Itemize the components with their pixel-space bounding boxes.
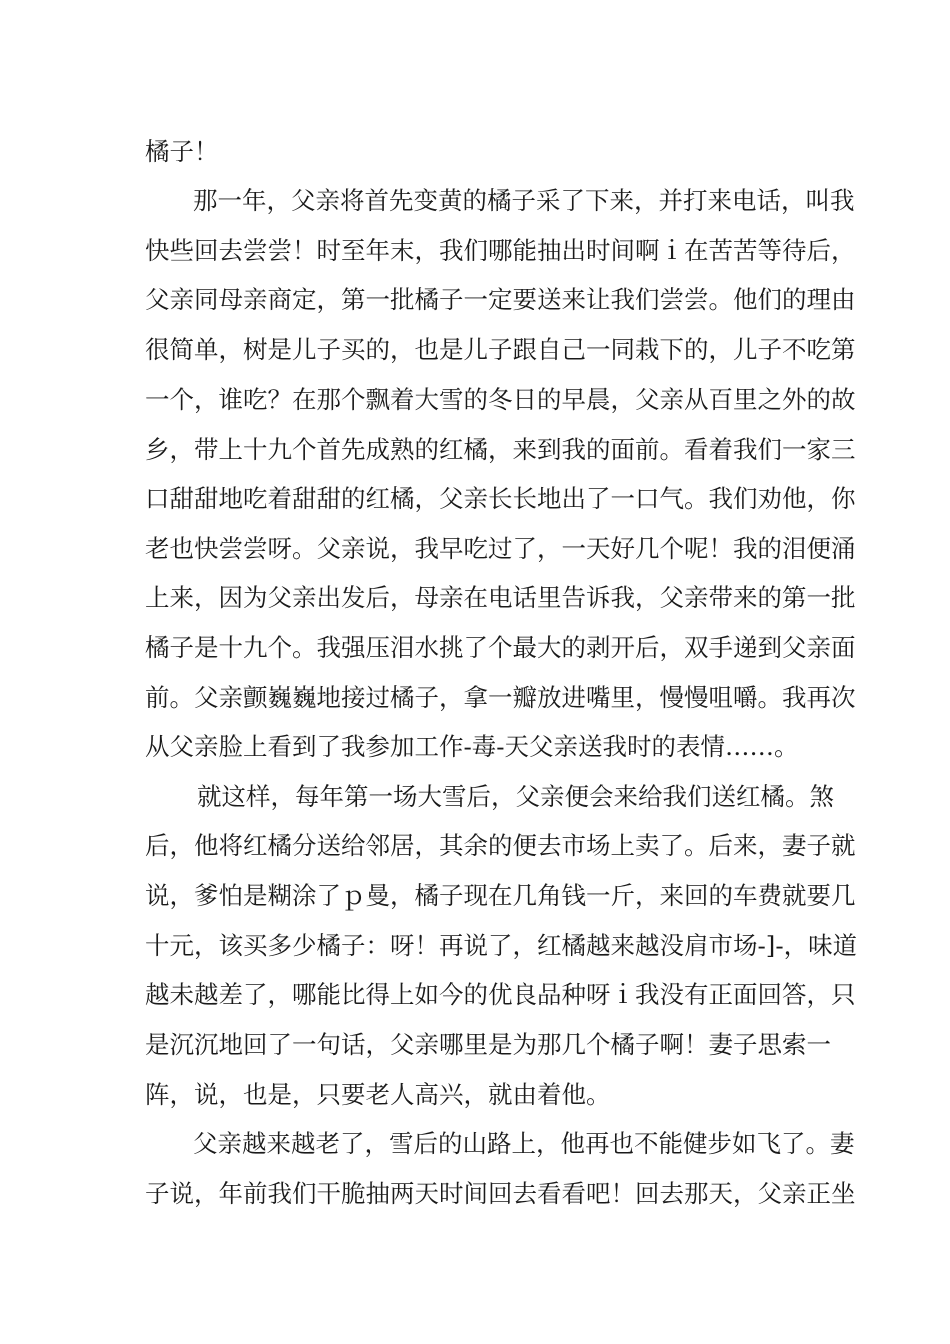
text-line: 后，他将红橘分送给邻居，其余的便去市场上卖了。后来，妻子就	[145, 831, 856, 860]
paragraph-first-line: 那一年，父亲将首先变黄的橘子采了下来，并打来电话，叫我	[193, 186, 855, 215]
text-line: 一个，谁吃？在那个飘着大雪的冬日的早晨，父亲从百里之外的故	[145, 385, 856, 414]
paragraph-first-line: 父亲越来越老了，雪后的山路上，他再也不能健步如飞了。妻	[193, 1129, 855, 1158]
text-line: 上来，因为父亲出发后，母亲在电话里告诉我，父亲带来的第一批	[145, 583, 856, 612]
text-line: 越未越差了，哪能比得上如今的优良品种呀ｉ我没有正面回答，只	[145, 980, 856, 1009]
text-line: 很简单，树是儿子买的，也是儿子跟自己一同栽下的，儿子不吃第	[145, 335, 856, 364]
text-line: 橘子！	[145, 137, 219, 166]
paragraph-first-line: 就这样，每年第一场大雪后，父亲便会来给我们送红橘。煞	[197, 782, 834, 811]
text-line: 快些回去尝尝！时至年末，我们哪能抽出时间啊ｉ在苦苦等待后，	[145, 236, 856, 265]
text-line: 乡，带上十九个首先成熟的红橘，来到我的面前。看着我们一家三	[145, 435, 856, 464]
text-line: 阵，说，也是，只要老人高兴，就由着他。	[145, 1080, 611, 1109]
text-line: 十元，该买多少橘子：呀！再说了，红橘越来越没肩市场-]-，味道	[145, 931, 858, 960]
text-line: 是沉沉地回了一句话，父亲哪里是为那几个橘子啊！妻子思索一	[145, 1030, 831, 1059]
text-line: 说，爹怕是糊涂了ｐ曼，橘子现在几角钱一斤，来回的车费就要几	[145, 881, 856, 910]
text-line: 前。父亲颤巍巍地接过橘子，拿一瓣放进嘴里，慢慢咀嚼。我再次	[145, 683, 856, 712]
text-line: 老也快尝尝呀。父亲说，我早吃过了，一天好几个呢！我的泪便涌	[145, 534, 856, 563]
text-line: 口甜甜地吃着甜甜的红橘，父亲长长地出了一口气。我们劝他，你	[145, 484, 856, 513]
text-line: 从父亲脸上看到了我参加工作-毒-天父亲送我时的表情……。	[145, 732, 799, 761]
text-line: 子说，年前我们干脆抽两天时间回去看看吧！回去那天，父亲正坐	[145, 1179, 856, 1208]
text-line: 橘子是十九个。我强压泪水挑了个最大的剥开后，双手递到父亲面	[145, 633, 856, 662]
text-line: 父亲同母亲商定，第一批橘子一定要送来让我们尝尝。他们的理由	[145, 285, 856, 314]
